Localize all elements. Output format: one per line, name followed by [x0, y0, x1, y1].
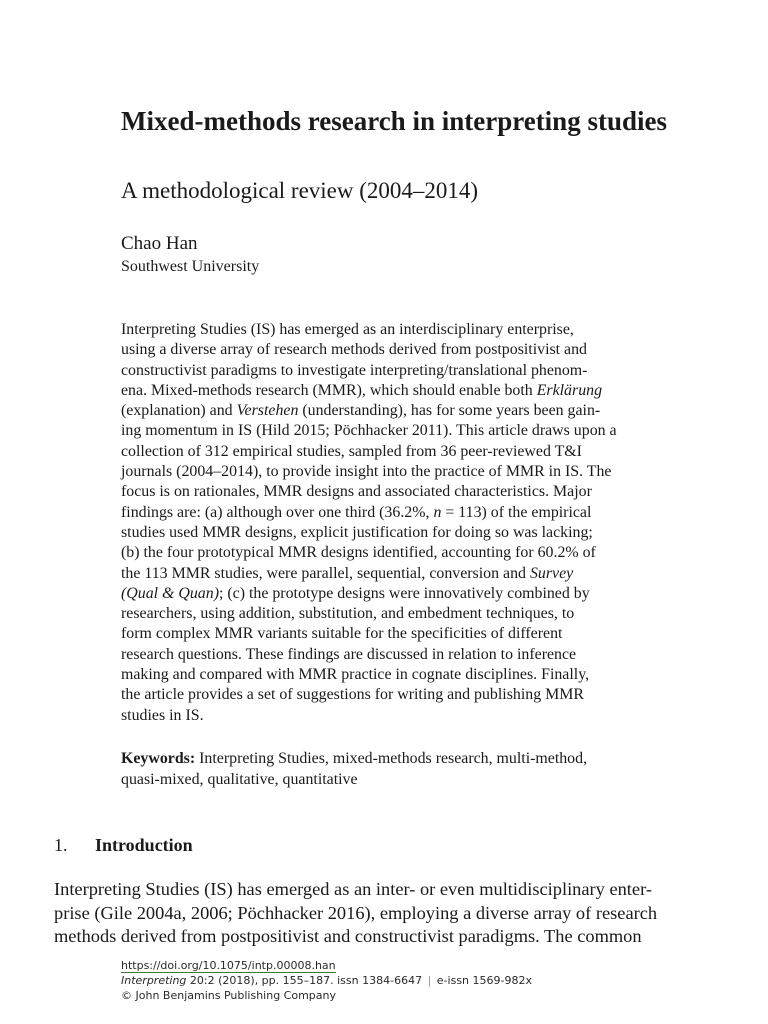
- body-line: Interpreting Studies (IS) has emerged as an inter- or even multidisciplinary enter-: [54, 879, 652, 899]
- abstract-line: constructivist paradigms to investigate interpreting/translational phenom-: [121, 361, 588, 379]
- section-body: [54, 878, 724, 949]
- abstract-line: research questions. These findings are discussed in relation to inference: [121, 645, 577, 663]
- abstract-line: collection of 312 empirical studies, sampled from 36 peer-reviewed T&I: [121, 442, 582, 460]
- keywords-list-cont: quasi-mixed, qualitative, quantitative: [121, 771, 358, 788]
- abstract-line: form complex MMR variants suitable for the specificities of different: [121, 625, 563, 643]
- journal-name: Interpreting: [121, 974, 187, 987]
- abstract-line: (Qual & Quan); (c) the prototype designs were innovatively combined by: [121, 584, 590, 602]
- abstract-line: researchers, using addition, substitution, and embedment techniques, to: [121, 605, 575, 623]
- abstract-line: the article provides a set of suggestions for writing and publishing MMR: [121, 686, 584, 704]
- abstract-line: the 113 MMR studies, were parallel, sequential, conversion and Survey: [121, 564, 574, 582]
- article-subtitle: A methodological review (2004–2014): [121, 178, 479, 203]
- author-affiliation: Southwest University: [121, 258, 260, 275]
- abstract-line: findings are: (a) although over one third (36.2%, n = 113) of the empirical: [121, 503, 592, 521]
- keywords-label: Keywords:: [121, 750, 196, 767]
- copyright: © John Benjamins Publishing Company: [121, 989, 337, 1002]
- abstract-line: journals (2004–2014), to provide insight into the practice of MMR in IS. The: [121, 463, 612, 481]
- body-line: prise (Gile 2004a, 2006; Pöchhacker 2016), employing a diverse array of research: [54, 902, 658, 923]
- abstract-line: (explanation) and Verstehen (understanding), has for some years been gain-: [121, 402, 601, 420]
- abstract-line: focus is on rationales, MMR designs and associated characteristics. Major: [121, 483, 592, 501]
- abstract-line: Interpreting Studies (IS) has emerged as an interdisciplinary enterprise,: [121, 321, 574, 338]
- page-footer: [121, 958, 621, 1003]
- section-number: 1.: [54, 835, 68, 855]
- abstract-line: studies used MMR designs, explicit justification for doing so was lacking;: [121, 523, 593, 541]
- abstract-line: ena. Mixed-methods research (MMR), which should enable both Erklärung: [121, 381, 603, 399]
- body-line: methods derived from postpositivist and constructivist paradigms. The common: [54, 926, 642, 947]
- section-title: Introduction: [95, 835, 193, 855]
- section-heading: [54, 834, 193, 856]
- abstract-line: ing momentum in IS (Hild 2015; Pöchhacker 2011). This article draws upon a: [121, 422, 617, 440]
- abstract-line: (b) the four prototypical MMR designs identified, accounting for 60.2% of: [121, 544, 596, 562]
- abstract-line: studies in IS.: [121, 706, 204, 724]
- citation-line: Interpreting 20:2 (2018), pp. 155–187. issn 1384-6647 | e-issn 1569-982x: [121, 974, 532, 987]
- abstract: [121, 320, 687, 726]
- keywords-list: Interpreting Studies, mixed-methods research, multi-method,: [199, 750, 588, 767]
- author-name: Chao Han: [121, 233, 198, 254]
- abstract-line: using a diverse array of research methods derived from postpositivist and: [121, 341, 587, 359]
- article-title: Mixed-methods research in interpreting studies: [121, 106, 667, 136]
- doi-link[interactable]: https://doi.org/10.1075/intp.00008.han: [121, 959, 336, 972]
- abstract-line: making and compared with MMR practice in cognate disciplines. Finally,: [121, 666, 590, 684]
- keywords: [121, 748, 687, 790]
